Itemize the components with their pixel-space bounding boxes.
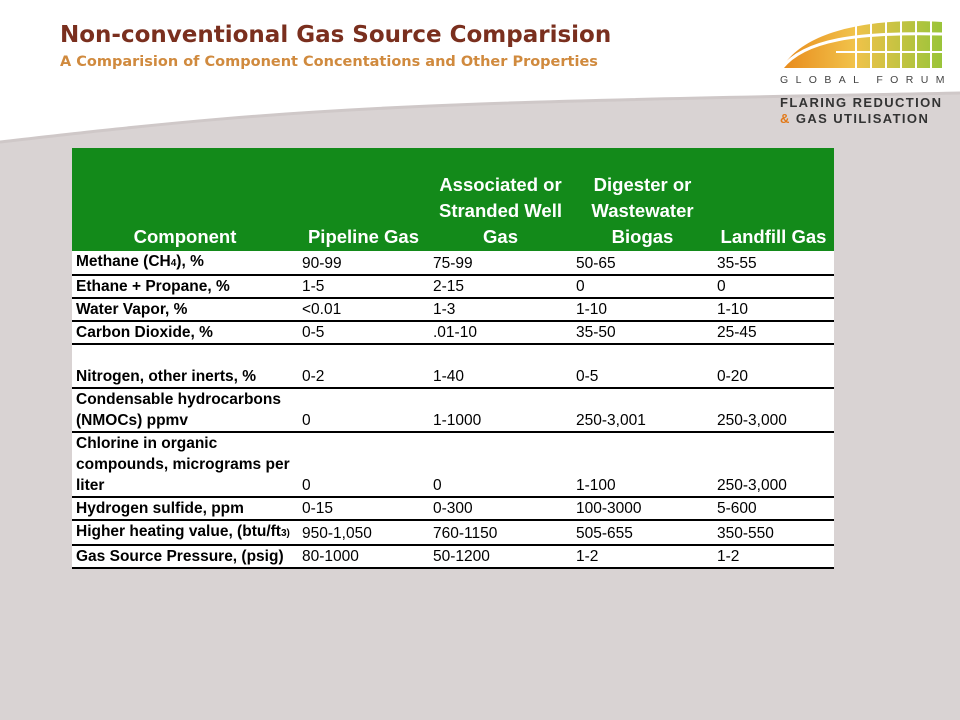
value-cell: 0-5 [298, 321, 429, 344]
value-cell: 0 [298, 388, 429, 432]
table-row [72, 497, 834, 520]
column-header-component: Component [72, 148, 298, 251]
value-cell: 35-50 [572, 321, 713, 344]
component-cell: Condensable hydrocarbons (NMOCs) ppmv [72, 388, 298, 432]
table-row [72, 344, 834, 388]
value-cell: 1-10 [713, 298, 834, 321]
logo-text-global-forum: GLOBAL FORUM [780, 74, 952, 86]
logo-text-flaring-reduction: FLARING REDUCTION [780, 95, 943, 110]
value-cell: 35-55 [713, 251, 834, 275]
component-cell: Water Vapor, % [72, 298, 298, 321]
value-cell: 1-1000 [429, 388, 572, 432]
value-cell: 1-3 [429, 298, 572, 321]
value-cell: 505-655 [572, 520, 713, 545]
value-cell: .01-10 [429, 321, 572, 344]
global-forum-logo [776, 16, 952, 126]
value-cell: 0-20 [713, 344, 834, 388]
component-cell: Higher heating value, (btu/ft3) [72, 520, 298, 545]
table-row [72, 545, 834, 568]
value-cell: 80-1000 [298, 545, 429, 568]
column-header-landfill-gas: Landfill Gas [713, 148, 834, 251]
value-cell: 1-10 [572, 298, 713, 321]
table-header-row [72, 148, 834, 251]
column-header-digester-biogas: Digester or Wastewater Biogas [572, 148, 713, 251]
value-cell: 0 [298, 432, 429, 497]
value-cell: 1-100 [572, 432, 713, 497]
logo-graphic [776, 16, 946, 72]
value-cell: 0 [572, 275, 713, 298]
value-cell: 75-99 [429, 251, 572, 275]
column-header-pipeline-gas: Pipeline Gas [298, 148, 429, 251]
value-cell: 1-5 [298, 275, 429, 298]
component-cell: Nitrogen, other inerts, % [72, 344, 298, 388]
value-cell: <0.01 [298, 298, 429, 321]
value-cell: 5-600 [713, 497, 834, 520]
table-row [72, 275, 834, 298]
table-row [72, 251, 834, 275]
table-row [72, 298, 834, 321]
column-header-associated-gas: Associated or Stranded Well Gas [429, 148, 572, 251]
value-cell: 1-2 [713, 545, 834, 568]
logo-line2-text: GAS UTILISATION [795, 111, 930, 126]
table-row [72, 321, 834, 344]
value-cell: 0-2 [298, 344, 429, 388]
value-cell: 2-15 [429, 275, 572, 298]
table-row [72, 520, 834, 545]
value-cell: 350-550 [713, 520, 834, 545]
value-cell: 50-1200 [429, 545, 572, 568]
logo-text-gas-utilisation [780, 111, 929, 126]
value-cell: 1-40 [429, 344, 572, 388]
component-cell: Chlorine in organic compounds, micrograms per liter [72, 432, 298, 497]
value-cell: 250-3,000 [713, 432, 834, 497]
component-cell: Hydrogen sulfide, ppm [72, 497, 298, 520]
gas-comparison-table [72, 148, 834, 569]
value-cell: 250-3,000 [713, 388, 834, 432]
page-subtitle: A Comparision of Component Concentations and Other Properties [60, 54, 598, 70]
table-row [72, 388, 834, 432]
value-cell: 90-99 [298, 251, 429, 275]
logo-ampersand: & [780, 111, 791, 126]
page-title: Non-conventional Gas Source Comparision [60, 22, 612, 48]
value-cell: 950-1,050 [298, 520, 429, 545]
value-cell: 0-300 [429, 497, 572, 520]
component-cell: Gas Source Pressure, (psig) [72, 545, 298, 568]
table-row [72, 432, 834, 497]
value-cell: 1-2 [572, 545, 713, 568]
value-cell: 0-5 [572, 344, 713, 388]
value-cell: 760-1150 [429, 520, 572, 545]
component-cell: Carbon Dioxide, % [72, 321, 298, 344]
component-cell: Methane (CH4), % [72, 251, 298, 275]
component-cell: Ethane + Propane, % [72, 275, 298, 298]
value-cell: 25-45 [713, 321, 834, 344]
value-cell: 50-65 [572, 251, 713, 275]
value-cell: 0 [429, 432, 572, 497]
value-cell: 250-3,001 [572, 388, 713, 432]
value-cell: 0-15 [298, 497, 429, 520]
value-cell: 100-3000 [572, 497, 713, 520]
value-cell: 0 [713, 275, 834, 298]
